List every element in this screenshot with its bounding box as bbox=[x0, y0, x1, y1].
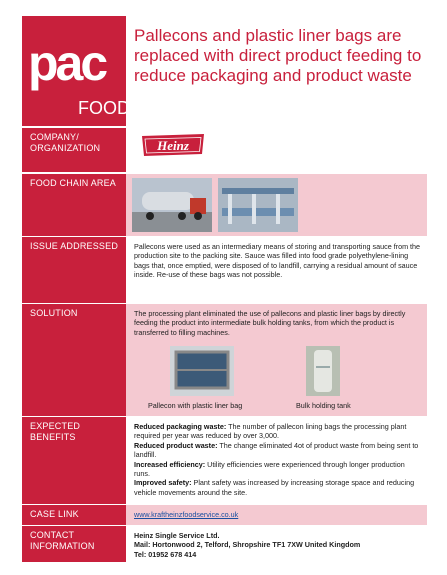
case-link-label-cell bbox=[22, 505, 126, 525]
heinz-logo-text: Heinz bbox=[157, 138, 189, 153]
food-chain-label-cell bbox=[22, 174, 126, 236]
case-study-sheet bbox=[22, 16, 427, 561]
pallecon-photo bbox=[170, 346, 234, 396]
issue-label: ISSUE ADDRESSED bbox=[30, 241, 119, 251]
contact-name: Heinz Single Service Ltd. bbox=[134, 531, 220, 540]
tanker-truck-photo bbox=[132, 178, 212, 232]
benefit-product-title: Reduced product waste: bbox=[134, 440, 218, 450]
contact-label-cell bbox=[22, 526, 126, 562]
issue-row bbox=[22, 236, 427, 303]
benefits-label: EXPECTED BENEFITS bbox=[30, 421, 81, 442]
contact-row bbox=[22, 525, 427, 562]
benefit-safety-title: Improved safety: bbox=[134, 478, 192, 488]
company-cell bbox=[126, 128, 427, 172]
food-chain-cell bbox=[126, 174, 427, 236]
case-link-url[interactable]: www.kraftheinzfoodservice.co.uk bbox=[134, 510, 239, 519]
issue-cell bbox=[126, 237, 427, 303]
solution-row bbox=[22, 303, 427, 416]
solution-label: SOLUTION bbox=[30, 308, 78, 318]
food-chain-row bbox=[22, 173, 427, 236]
case-link-label: CASE LINK bbox=[30, 509, 79, 519]
page-title: Pallecons and plastic liner bags are replaced with direct product feeding to reduce packaging and product waste bbox=[134, 26, 422, 85]
factory-line-photo bbox=[218, 178, 298, 232]
solution-label-cell bbox=[22, 304, 126, 416]
company-label-cell bbox=[22, 128, 126, 172]
company-label: COMPANY/ ORGANIZATION bbox=[30, 132, 101, 153]
benefit-safety-text: Plant safety was increased by increasing storage space and reducing vehicle movements around the site. bbox=[134, 478, 415, 497]
benefit-packaging-title: Reduced packaging waste: bbox=[134, 422, 227, 431]
solution-text: The processing plant eliminated the use of pallecons and plastic liner bags by directly feeding the product into intermediate bulk holding tanks, from which the product is transferred to filling machines. bbox=[134, 309, 406, 337]
issue-label-cell bbox=[22, 237, 126, 303]
case-link-cell bbox=[126, 505, 427, 525]
contact-tel: Tel: 01952 678 414 bbox=[134, 549, 197, 559]
benefits-row bbox=[22, 416, 427, 504]
benefit-efficiency-title: Increased efficiency: bbox=[134, 459, 206, 469]
benefit-packaging-text: The number of pallecon lining bags the processing plant required per year was reduced by over 3,000. bbox=[134, 422, 407, 441]
benefit-product-text: The change eliminated 4ot of product waste from being sent to landfill. bbox=[134, 440, 419, 460]
benefit-efficiency-text: Utility efficiencies were experienced through longer production runs. bbox=[134, 459, 405, 479]
contact-label: CONTACT INFORMATION bbox=[30, 530, 95, 551]
logo-pac-text: pac bbox=[28, 35, 106, 91]
pac-food-logo bbox=[22, 16, 130, 126]
contact-mail: Mail: Hortonwood 2, Telford, Shropshire TF1 7XW United Kingdom bbox=[134, 540, 361, 550]
bulk-tank-photo bbox=[306, 346, 340, 396]
food-chain-label: FOOD CHAIN AREA bbox=[30, 178, 117, 188]
logo-food-text: FOOD bbox=[78, 98, 130, 118]
issue-text: Pallecons were used as an intermediary means of storing and transporting sauce from the production site to the packing site. Sauce was filled into food grade polyethylene-lining bags that, once emptied, were disposed of to landfill, carrying a residual amount of sauce inside. Re-use of these bags was not possible. bbox=[134, 242, 421, 280]
company-row bbox=[22, 128, 427, 172]
contact-cell bbox=[126, 526, 427, 562]
benefits-text bbox=[134, 422, 421, 497]
pallecon-caption: Pallecon with plastic liner bag bbox=[148, 401, 243, 410]
benefits-label-cell bbox=[22, 417, 126, 504]
contact-details bbox=[134, 531, 421, 559]
case-link-row bbox=[22, 504, 427, 525]
heinz-logo bbox=[138, 132, 208, 158]
benefits-cell bbox=[126, 417, 427, 504]
bulk-tank-caption: Bulk holding tank bbox=[296, 401, 351, 410]
solution-cell bbox=[126, 304, 427, 416]
